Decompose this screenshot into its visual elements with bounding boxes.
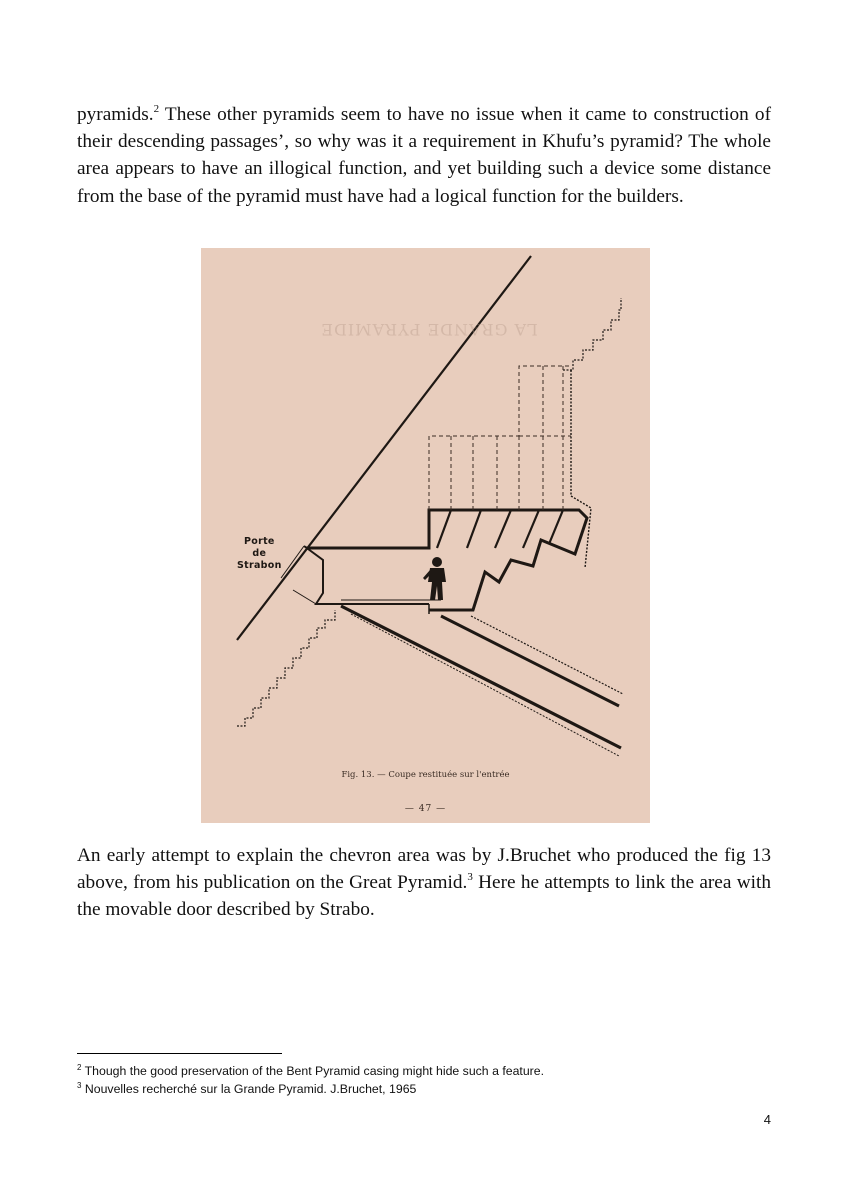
para1-lead: pyramids. [77, 104, 154, 125]
label-line-3: Strabon [237, 560, 282, 571]
para2-text: An early attempt to explain the chevron area was by J.Bruchet who produced the fig 13 above, from his publication on the Great Pyramid. [77, 845, 771, 894]
footnote-2 [77, 1063, 544, 1079]
figure-pyramid-entrance-section [201, 248, 650, 823]
bleed-through-text: LA GRANDE PYRAMIDE [320, 320, 538, 339]
footnote-2-text: Though the good preservation of the Bent Pyramid casing might hide such a feature. [84, 1064, 545, 1078]
footnote-3-text: Nouvelles recherché sur la Grande Pyramid. J.Bruchet, 1965 [84, 1082, 417, 1096]
footnote-3 [77, 1081, 416, 1097]
page-number: 4 [763, 1112, 771, 1127]
footnote-separator [77, 1053, 282, 1054]
para1-text: These other pyramids seem to have no issue when it came to construction of their descending passages’, so why was it a requirement in Khufu’s pyramid? The whole area appears to have an illogical function, and yet building such a device some distance from the base of the pyramid must have had a logical function for the builders. [77, 104, 771, 207]
footnote-ref-3[interactable]: 3 [467, 871, 473, 884]
figure-page-number: — 47 — [404, 804, 447, 814]
human-figure [423, 557, 446, 600]
footnote-3-ref: 3 [77, 1081, 82, 1090]
footnote-ref-2[interactable]: 2 [153, 103, 160, 115]
body-paragraph-1 [77, 101, 771, 210]
label-line-2: de [252, 548, 267, 559]
para2-text-after: Here he attempts to link the area with the movable door described by Strabo. [77, 872, 771, 921]
figure-caption: Fig. 13. — Coupe restituée sur l'entrée [341, 770, 510, 780]
body-paragraph-2 [77, 842, 771, 924]
porte-de-strabon-label [237, 536, 282, 572]
footnote-2-ref: 2 [77, 1063, 82, 1072]
label-line-1: Porte [244, 536, 275, 547]
